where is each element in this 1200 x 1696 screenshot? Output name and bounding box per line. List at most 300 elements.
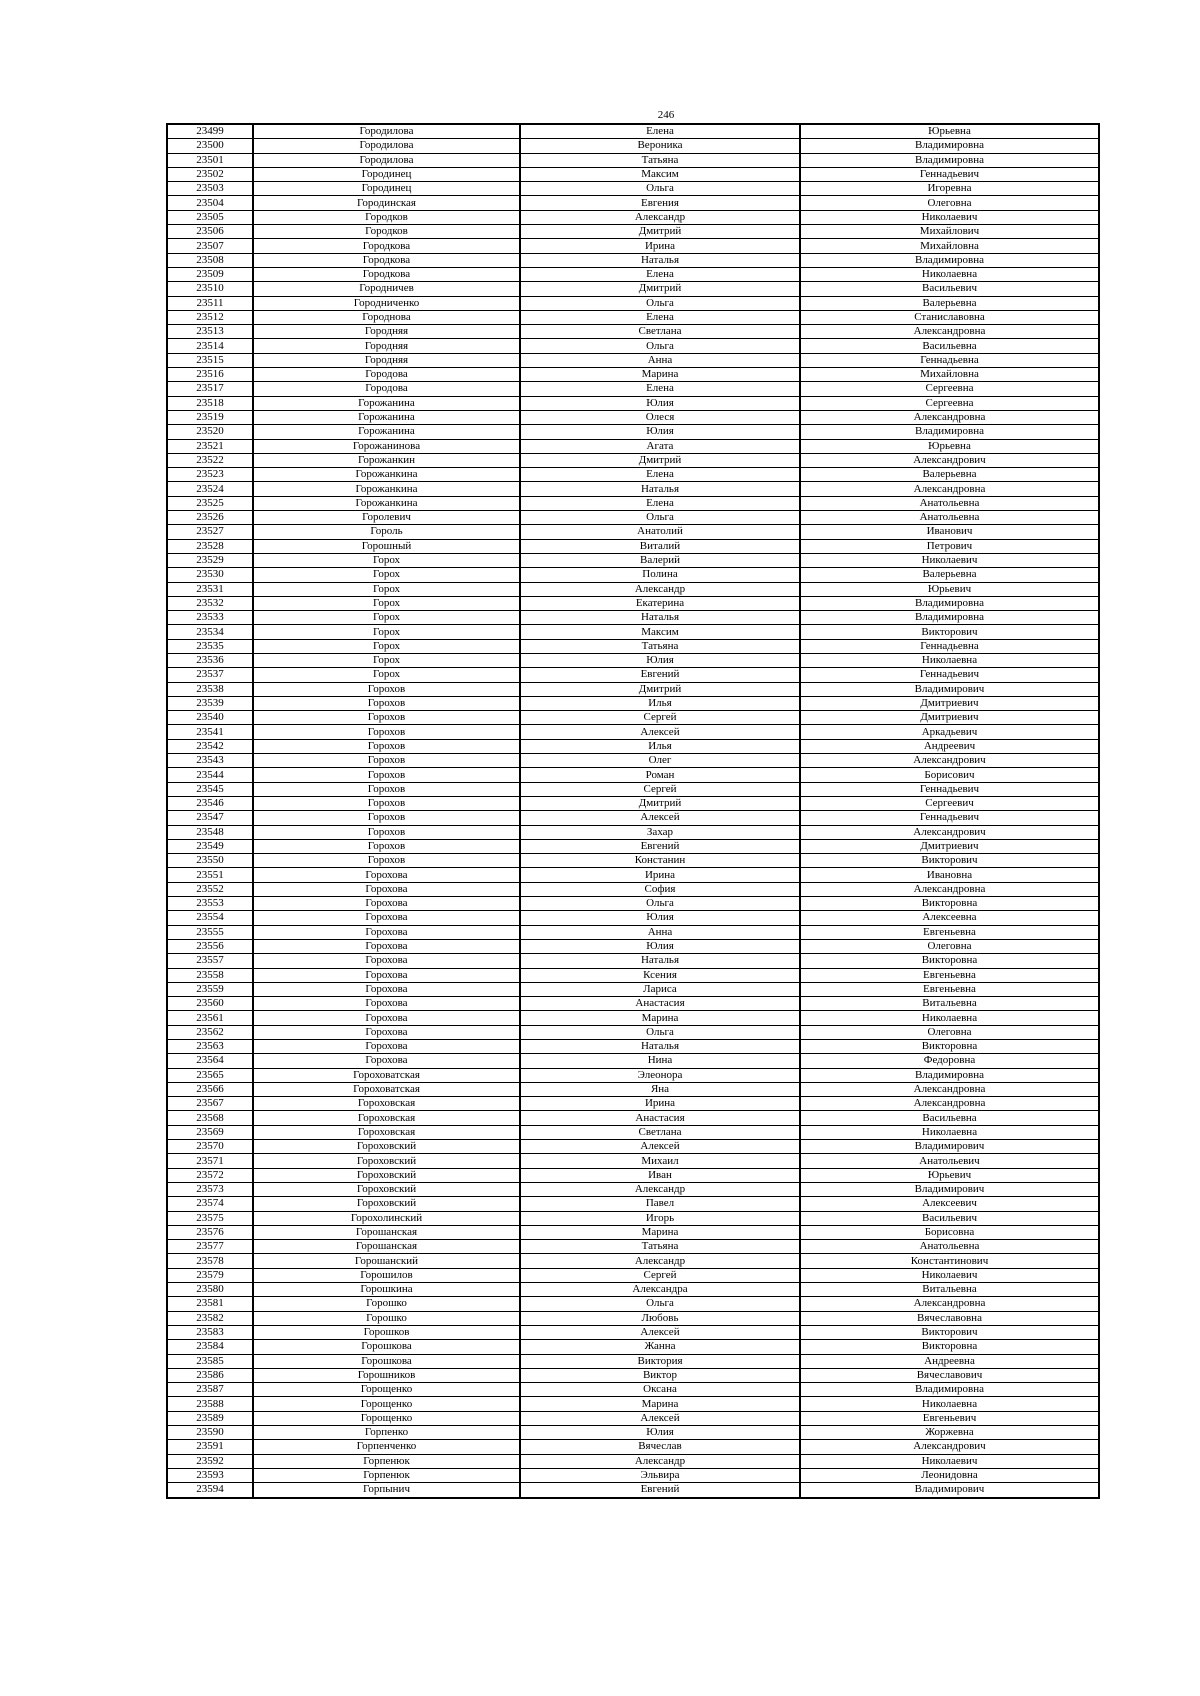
record-number-cell: 23502	[167, 167, 253, 181]
record-number-cell: 23534	[167, 625, 253, 639]
record-number-cell: 23574	[167, 1197, 253, 1211]
table-row	[167, 1297, 1099, 1311]
table-row	[167, 739, 1099, 753]
first-name-cell: София	[520, 882, 800, 896]
patronymic-cell: Владимирович	[800, 1182, 1099, 1196]
first-name-cell: Максим	[520, 625, 800, 639]
record-number-cell: 23541	[167, 725, 253, 739]
table-row	[167, 396, 1099, 410]
table-row	[167, 582, 1099, 596]
table-row	[167, 1483, 1099, 1498]
patronymic-cell: Дмитриевич	[800, 711, 1099, 725]
surname-cell: Горошкова	[253, 1340, 520, 1354]
first-name-cell: Сергей	[520, 782, 800, 796]
table-row	[167, 925, 1099, 939]
patronymic-cell: Жоржевна	[800, 1426, 1099, 1440]
record-number-cell: 23562	[167, 1025, 253, 1039]
patronymic-cell: Алексеевич	[800, 1197, 1099, 1211]
record-number-cell: 23555	[167, 925, 253, 939]
first-name-cell: Светлана	[520, 325, 800, 339]
record-number-cell: 23575	[167, 1211, 253, 1225]
first-name-cell: Максим	[520, 167, 800, 181]
patronymic-cell: Николаевич	[800, 553, 1099, 567]
record-number-cell: 23529	[167, 553, 253, 567]
surname-cell: Горохов	[253, 854, 520, 868]
surname-cell: Гороховский	[253, 1197, 520, 1211]
record-number-cell: 23567	[167, 1097, 253, 1111]
record-number-cell: 23522	[167, 453, 253, 467]
surname-cell: Горожанинова	[253, 439, 520, 453]
table-row	[167, 182, 1099, 196]
patronymic-cell: Валерьевна	[800, 568, 1099, 582]
first-name-cell: Анастасия	[520, 997, 800, 1011]
record-number-cell: 23504	[167, 196, 253, 210]
patronymic-cell: Анатольевна	[800, 1240, 1099, 1254]
table-row	[167, 897, 1099, 911]
record-number-cell: 23533	[167, 611, 253, 625]
record-number-cell: 23590	[167, 1426, 253, 1440]
patronymic-cell: Евгеньевич	[800, 1411, 1099, 1425]
patronymic-cell: Андреевич	[800, 739, 1099, 753]
patronymic-cell: Викторовна	[800, 1340, 1099, 1354]
first-name-cell: Яна	[520, 1082, 800, 1096]
table-row	[167, 839, 1099, 853]
surname-cell: Гороховский	[253, 1140, 520, 1154]
first-name-cell: Дмитрий	[520, 453, 800, 467]
record-number-cell: 23527	[167, 525, 253, 539]
record-number-cell: 23579	[167, 1268, 253, 1282]
surname-cell: Гороховский	[253, 1168, 520, 1182]
table-row	[167, 282, 1099, 296]
first-name-cell: Ирина	[520, 868, 800, 882]
patronymic-cell: Викторович	[800, 854, 1099, 868]
table-row	[167, 782, 1099, 796]
first-name-cell: Алексей	[520, 725, 800, 739]
patronymic-cell: Александрович	[800, 825, 1099, 839]
first-name-cell: Ксения	[520, 968, 800, 982]
patronymic-cell: Александровна	[800, 482, 1099, 496]
patronymic-cell: Евгеньевна	[800, 925, 1099, 939]
surname-cell: Городков	[253, 225, 520, 239]
record-number-cell: 23518	[167, 396, 253, 410]
patronymic-cell: Андреевна	[800, 1354, 1099, 1368]
table-row	[167, 1125, 1099, 1139]
record-number-cell: 23526	[167, 511, 253, 525]
first-name-cell: Наталья	[520, 253, 800, 267]
patronymic-cell: Юрьевич	[800, 1168, 1099, 1182]
table-row	[167, 1426, 1099, 1440]
first-name-cell: Юлия	[520, 911, 800, 925]
table-row	[167, 825, 1099, 839]
record-number-cell: 23551	[167, 868, 253, 882]
first-name-cell: Александра	[520, 1283, 800, 1297]
patronymic-cell: Николаевич	[800, 210, 1099, 224]
first-name-cell: Виталий	[520, 539, 800, 553]
first-name-cell: Вячеслав	[520, 1440, 800, 1454]
first-name-cell: Валерий	[520, 553, 800, 567]
table-row	[167, 167, 1099, 181]
record-number-cell: 23520	[167, 425, 253, 439]
surname-cell: Гороховатская	[253, 1082, 520, 1096]
patronymic-cell: Витальевна	[800, 1283, 1099, 1297]
surname-cell: Горохова	[253, 1054, 520, 1068]
table-row	[167, 1025, 1099, 1039]
first-name-cell: Евгений	[520, 839, 800, 853]
table-row	[167, 1068, 1099, 1082]
patronymic-cell: Николаевна	[800, 1125, 1099, 1139]
table-row	[167, 425, 1099, 439]
patronymic-cell: Николаевна	[800, 267, 1099, 281]
patronymic-cell: Геннадьевна	[800, 353, 1099, 367]
patronymic-cell: Анатольевич	[800, 1154, 1099, 1168]
record-number-cell: 23553	[167, 897, 253, 911]
table-row	[167, 711, 1099, 725]
patronymic-cell: Михайлович	[800, 225, 1099, 239]
record-number-cell: 23516	[167, 368, 253, 382]
record-number-cell: 23580	[167, 1283, 253, 1297]
table-row	[167, 1097, 1099, 1111]
surname-cell: Горошкина	[253, 1283, 520, 1297]
table-row	[167, 1268, 1099, 1282]
table-row	[167, 410, 1099, 424]
surname-cell: Городкова	[253, 239, 520, 253]
surname-cell: Городилова	[253, 153, 520, 167]
record-number-cell: 23538	[167, 682, 253, 696]
first-name-cell: Евгений	[520, 668, 800, 682]
first-name-cell: Светлана	[520, 1125, 800, 1139]
surname-cell: Горожанина	[253, 396, 520, 410]
patronymic-cell: Олеговна	[800, 939, 1099, 953]
first-name-cell: Алексей	[520, 1325, 800, 1339]
first-name-cell: Елена	[520, 124, 800, 139]
table-row	[167, 511, 1099, 525]
record-number-cell: 23589	[167, 1411, 253, 1425]
surname-cell: Горохова	[253, 1011, 520, 1025]
patronymic-cell: Олеговна	[800, 196, 1099, 210]
surname-cell: Горохов	[253, 682, 520, 696]
table-row	[167, 1368, 1099, 1382]
table-row	[167, 196, 1099, 210]
record-number-cell: 23583	[167, 1325, 253, 1339]
registry-table	[166, 123, 1100, 1499]
surname-cell: Горохова	[253, 911, 520, 925]
patronymic-cell: Сергеевна	[800, 382, 1099, 396]
patronymic-cell: Михайловна	[800, 239, 1099, 253]
surname-cell: Горох	[253, 653, 520, 667]
table-row	[167, 496, 1099, 510]
first-name-cell: Эльвира	[520, 1468, 800, 1482]
patronymic-cell: Владимирович	[800, 682, 1099, 696]
first-name-cell: Нина	[520, 1054, 800, 1068]
table-row	[167, 539, 1099, 553]
surname-cell: Гороховатская	[253, 1068, 520, 1082]
surname-cell: Горохова	[253, 868, 520, 882]
surname-cell: Горошкова	[253, 1354, 520, 1368]
surname-cell: Горохов	[253, 782, 520, 796]
first-name-cell: Ольга	[520, 182, 800, 196]
first-name-cell: Любовь	[520, 1311, 800, 1325]
surname-cell: Горошанская	[253, 1225, 520, 1239]
first-name-cell: Елена	[520, 496, 800, 510]
surname-cell: Гороховский	[253, 1154, 520, 1168]
table-row	[167, 1283, 1099, 1297]
patronymic-cell: Константинович	[800, 1254, 1099, 1268]
surname-cell: Горошанский	[253, 1254, 520, 1268]
table-row	[167, 1111, 1099, 1125]
table-row	[167, 339, 1099, 353]
patronymic-cell: Васильевич	[800, 282, 1099, 296]
table-row	[167, 768, 1099, 782]
first-name-cell: Александр	[520, 582, 800, 596]
patronymic-cell: Владимировна	[800, 1068, 1099, 1082]
first-name-cell: Анатолий	[520, 525, 800, 539]
first-name-cell: Анна	[520, 353, 800, 367]
first-name-cell: Марина	[520, 1397, 800, 1411]
record-number-cell: 23557	[167, 954, 253, 968]
record-number-cell: 23572	[167, 1168, 253, 1182]
table-row	[167, 325, 1099, 339]
record-number-cell: 23576	[167, 1225, 253, 1239]
first-name-cell: Сергей	[520, 711, 800, 725]
table-row	[167, 1397, 1099, 1411]
first-name-cell: Олег	[520, 754, 800, 768]
patronymic-cell: Аркадьевич	[800, 725, 1099, 739]
record-number-cell: 23535	[167, 639, 253, 653]
surname-cell: Горохова	[253, 1025, 520, 1039]
record-number-cell: 23524	[167, 482, 253, 496]
patronymic-cell: Олеговна	[800, 1025, 1099, 1039]
patronymic-cell: Ивановна	[800, 868, 1099, 882]
surname-cell: Горошанская	[253, 1240, 520, 1254]
surname-cell: Горожанина	[253, 425, 520, 439]
record-number-cell: 23537	[167, 668, 253, 682]
record-number-cell: 23511	[167, 296, 253, 310]
table-row	[167, 1311, 1099, 1325]
first-name-cell: Татьяна	[520, 1240, 800, 1254]
table-row	[167, 153, 1099, 167]
table-row	[167, 1011, 1099, 1025]
table-row	[167, 482, 1099, 496]
patronymic-cell: Федоровна	[800, 1054, 1099, 1068]
record-number-cell: 23560	[167, 997, 253, 1011]
patronymic-cell: Дмитриевич	[800, 696, 1099, 710]
record-number-cell: 23513	[167, 325, 253, 339]
first-name-cell: Олеся	[520, 410, 800, 424]
record-number-cell: 23549	[167, 839, 253, 853]
first-name-cell: Елена	[520, 310, 800, 324]
first-name-cell: Наталья	[520, 611, 800, 625]
first-name-cell: Евгений	[520, 1483, 800, 1498]
table-row	[167, 1383, 1099, 1397]
surname-cell: Городничев	[253, 282, 520, 296]
first-name-cell: Юлия	[520, 939, 800, 953]
table-row	[167, 982, 1099, 996]
first-name-cell: Павел	[520, 1197, 800, 1211]
record-number-cell: 23508	[167, 253, 253, 267]
table-row	[167, 1468, 1099, 1482]
table-row	[167, 1197, 1099, 1211]
first-name-cell: Александр	[520, 210, 800, 224]
patronymic-cell: Васильевич	[800, 1211, 1099, 1225]
first-name-cell: Ирина	[520, 1097, 800, 1111]
patronymic-cell: Николаевич	[800, 1268, 1099, 1282]
surname-cell: Городинец	[253, 167, 520, 181]
table-row	[167, 882, 1099, 896]
surname-cell: Гороховская	[253, 1097, 520, 1111]
table-row	[167, 639, 1099, 653]
patronymic-cell: Александровна	[800, 1097, 1099, 1111]
table-row	[167, 368, 1099, 382]
first-name-cell: Елена	[520, 468, 800, 482]
first-name-cell: Наталья	[520, 954, 800, 968]
table-row	[167, 253, 1099, 267]
record-number-cell: 23532	[167, 596, 253, 610]
patronymic-cell: Александровна	[800, 1082, 1099, 1096]
record-number-cell: 23531	[167, 582, 253, 596]
surname-cell: Горпенченко	[253, 1440, 520, 1454]
patronymic-cell: Александровна	[800, 882, 1099, 896]
table-row	[167, 139, 1099, 153]
first-name-cell: Ольга	[520, 339, 800, 353]
first-name-cell: Елена	[520, 382, 800, 396]
patronymic-cell: Валерьевна	[800, 296, 1099, 310]
table-row	[167, 296, 1099, 310]
surname-cell: Горощенко	[253, 1397, 520, 1411]
first-name-cell: Наталья	[520, 1040, 800, 1054]
record-number-cell: 23499	[167, 124, 253, 139]
surname-cell: Горох	[253, 611, 520, 625]
first-name-cell: Илья	[520, 739, 800, 753]
surname-cell: Горох	[253, 553, 520, 567]
patronymic-cell: Вячеславовна	[800, 1311, 1099, 1325]
first-name-cell: Оксана	[520, 1383, 800, 1397]
record-number-cell: 23540	[167, 711, 253, 725]
patronymic-cell: Васильевна	[800, 1111, 1099, 1125]
surname-cell: Горохов	[253, 739, 520, 753]
patronymic-cell: Иванович	[800, 525, 1099, 539]
record-number-cell: 23544	[167, 768, 253, 782]
patronymic-cell: Александровна	[800, 1297, 1099, 1311]
surname-cell: Горошко	[253, 1297, 520, 1311]
record-number-cell: 23556	[167, 939, 253, 953]
patronymic-cell: Владимировна	[800, 1383, 1099, 1397]
table-row	[167, 1454, 1099, 1468]
patronymic-cell: Викторовна	[800, 954, 1099, 968]
record-number-cell: 23519	[167, 410, 253, 424]
surname-cell: Горохова	[253, 1040, 520, 1054]
table-row	[167, 696, 1099, 710]
record-number-cell: 23554	[167, 911, 253, 925]
patronymic-cell: Евгеньевна	[800, 982, 1099, 996]
first-name-cell: Анна	[520, 925, 800, 939]
first-name-cell: Иван	[520, 1168, 800, 1182]
record-number-cell: 23500	[167, 139, 253, 153]
first-name-cell: Юлия	[520, 425, 800, 439]
surname-cell: Горошилов	[253, 1268, 520, 1282]
record-number-cell: 23569	[167, 1125, 253, 1139]
first-name-cell: Жанна	[520, 1340, 800, 1354]
record-number-cell: 23514	[167, 339, 253, 353]
record-number-cell: 23577	[167, 1240, 253, 1254]
table-row	[167, 1140, 1099, 1154]
surname-cell: Горохов	[253, 811, 520, 825]
table-row	[167, 1411, 1099, 1425]
surname-cell: Горохова	[253, 954, 520, 968]
patronymic-cell: Александрович	[800, 453, 1099, 467]
record-number-cell: 23515	[167, 353, 253, 367]
table-row	[167, 310, 1099, 324]
first-name-cell: Виктория	[520, 1354, 800, 1368]
first-name-cell: Дмитрий	[520, 796, 800, 810]
surname-cell: Горпынич	[253, 1483, 520, 1498]
first-name-cell: Анастасия	[520, 1111, 800, 1125]
surname-cell: Горох	[253, 668, 520, 682]
first-name-cell: Татьяна	[520, 153, 800, 167]
patronymic-cell: Владимировна	[800, 611, 1099, 625]
first-name-cell: Дмитрий	[520, 282, 800, 296]
surname-cell: Городниченко	[253, 296, 520, 310]
first-name-cell: Юлия	[520, 396, 800, 410]
patronymic-cell: Вячеславович	[800, 1368, 1099, 1382]
surname-cell: Горохов	[253, 696, 520, 710]
record-number-cell: 23593	[167, 1468, 253, 1482]
record-number-cell: 23591	[167, 1440, 253, 1454]
surname-cell: Горох	[253, 568, 520, 582]
surname-cell: Горожанкина	[253, 496, 520, 510]
record-number-cell: 23592	[167, 1454, 253, 1468]
first-name-cell: Екатерина	[520, 596, 800, 610]
surname-cell: Городилова	[253, 124, 520, 139]
table-row	[167, 939, 1099, 953]
record-number-cell: 23501	[167, 153, 253, 167]
record-number-cell: 23594	[167, 1483, 253, 1498]
patronymic-cell: Петрович	[800, 539, 1099, 553]
record-number-cell: 23587	[167, 1383, 253, 1397]
table-row	[167, 525, 1099, 539]
patronymic-cell: Владимировна	[800, 139, 1099, 153]
patronymic-cell: Викторовна	[800, 897, 1099, 911]
first-name-cell: Наталья	[520, 482, 800, 496]
patronymic-cell: Юрьевна	[800, 124, 1099, 139]
surname-cell: Горожанкина	[253, 482, 520, 496]
patronymic-cell: Борисовна	[800, 1225, 1099, 1239]
surname-cell: Городняя	[253, 325, 520, 339]
table-row	[167, 239, 1099, 253]
patronymic-cell: Александрович	[800, 1440, 1099, 1454]
patronymic-cell: Михайловна	[800, 368, 1099, 382]
surname-cell: Горпенюк	[253, 1454, 520, 1468]
patronymic-cell: Сергеевна	[800, 396, 1099, 410]
surname-cell: Горох	[253, 582, 520, 596]
patronymic-cell: Игоревна	[800, 182, 1099, 196]
surname-cell: Гороховская	[253, 1125, 520, 1139]
first-name-cell: Захар	[520, 825, 800, 839]
record-number-cell: 23543	[167, 754, 253, 768]
table-row	[167, 1054, 1099, 1068]
record-number-cell: 23585	[167, 1354, 253, 1368]
patronymic-cell: Владимировна	[800, 425, 1099, 439]
surname-cell: Горохов	[253, 768, 520, 782]
surname-cell: Горощенко	[253, 1411, 520, 1425]
record-number-cell: 23503	[167, 182, 253, 196]
patronymic-cell: Владимировна	[800, 596, 1099, 610]
record-number-cell: 23545	[167, 782, 253, 796]
patronymic-cell: Геннадьевич	[800, 167, 1099, 181]
patronymic-cell: Владимировна	[800, 253, 1099, 267]
first-name-cell: Илья	[520, 696, 800, 710]
patronymic-cell: Сергеевич	[800, 796, 1099, 810]
record-number-cell: 23507	[167, 239, 253, 253]
